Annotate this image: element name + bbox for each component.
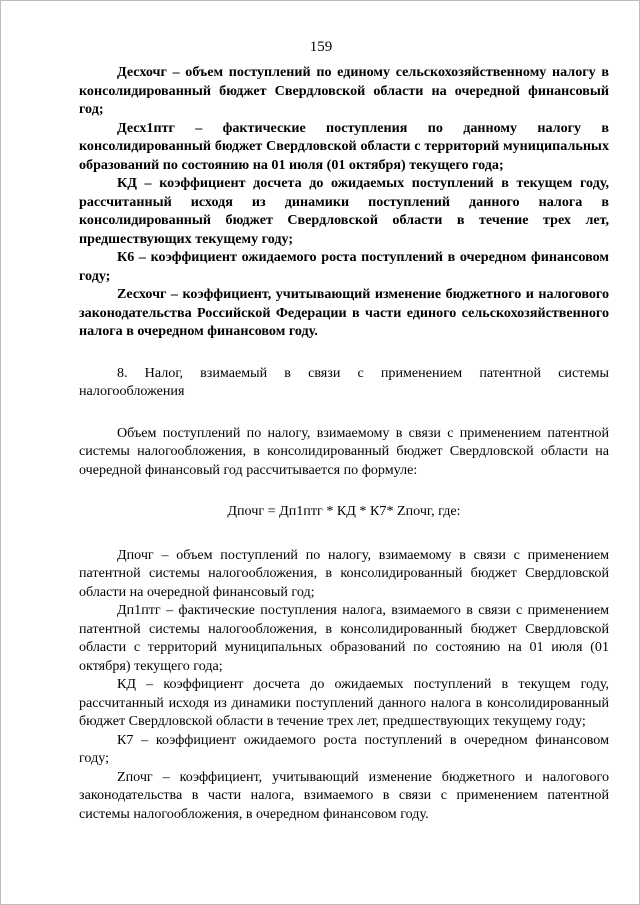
section-heading: 8. Налог, взимаемый в связи с применением патентной системы налогообложения	[79, 364, 609, 399]
paragraph-kd-1: КД – коэффициент досчета до ожидаемых поступлений в текущем году, рассчитанный исходя из динамики поступлений данного налога в консолидированный бюджет Свердловской области в течение трех лет, предшествующих текущему году;	[79, 175, 609, 247]
paragraph-zpochg: Zпочг – коэффициент, учитывающий изменение бюджетного и налогового законодательства в части налога, взимаемого в связи с применением патентной системы налогообложения, в очередном финансовом году.	[79, 768, 609, 822]
paragraph-k6: К6 – коэффициент ожидаемого роста поступлений в очередном финансовом году;	[79, 249, 609, 284]
paragraph-desx1ptg: Десх1птг – фактические поступления по данному налогу в консолидированный бюджет Свердловской области с территорий муниципальных образований по состоянию на 01 июля (01 октября) текущего года;	[79, 119, 609, 173]
paragraph-desochg: Десхочг – объем поступлений по единому сельскохозяйственному налогу в консолидированный бюджет Свердловской области на очередной финансовый год;	[79, 64, 609, 117]
paragraph-intro: Объем поступлений по налогу, взимаемому в связи с применением патентной системы налогообложения, в консолидированный бюджет Свердловской области на очередной финансовый год рассчитывается по формуле:	[79, 424, 609, 478]
formula: Дпочг = Дп1птг * КД * К7* Zпочг, где:	[227, 503, 461, 519]
paragraph-kd-2: КД – коэффициент досчета до ожидаемых поступлений в текущем году, рассчитанный исходя из динамики поступлений данного налога в консолидированный бюджет Свердловской области в течение трех лет, предшествующих текущему году;	[79, 676, 609, 729]
page-number: 159	[309, 39, 333, 55]
paragraph-zesxochg: Zесхочг – коэффициент, учитывающий изменение бюджетного и налогового законодательства Российской Федерации в части единого сельскохозяйственного налога в очередном финансовом году.	[79, 286, 609, 339]
paragraph-dpochg: Дпочг – объем поступлений по налогу, взимаемому в связи с применением патентной системы налогообложения, в консолидированный бюджет Свердловской области на очередной финансовый год;	[79, 546, 609, 600]
paragraph-k7: К7 – коэффициент ожидаемого роста поступлений в очередном финансовом году;	[79, 731, 609, 766]
document-body	[79, 63, 609, 823]
paragraph-dp1ptg: Дп1птг – фактические поступления налога, взимаемого в связи с применением патентной системы налогообложения, в консолидированный бюджет Свердловской области с территорий муниципальных образований по состоянию на 01 июля (01 октября) текущего года;	[79, 602, 609, 674]
